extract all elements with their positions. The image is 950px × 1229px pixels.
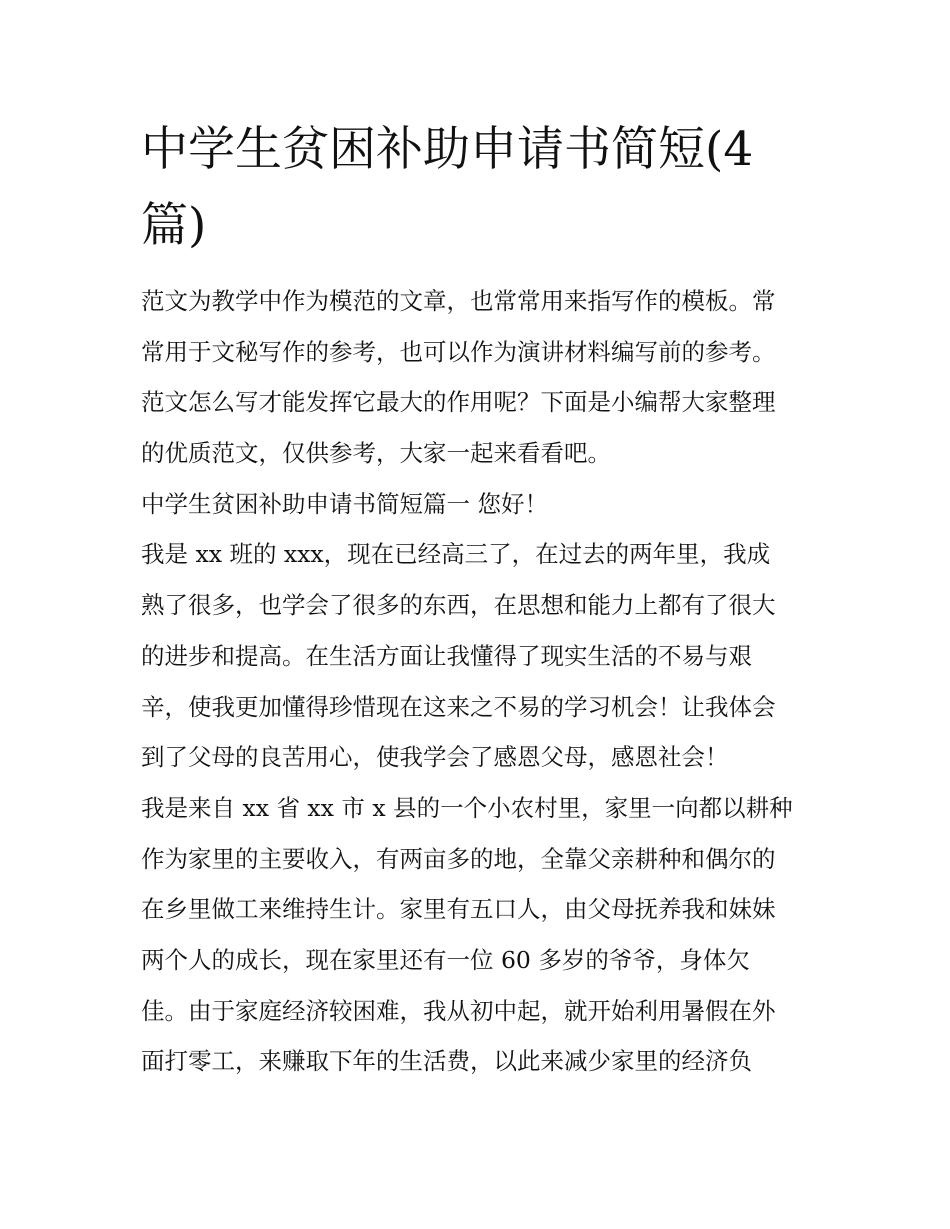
document-body <box>141 276 816 1087</box>
intro-line: 的优质范文，仅供参考，大家一起来看看吧。 <box>141 439 611 468</box>
title-line: 篇) <box>141 198 207 253</box>
paragraph-line: 我是来自 xx 省 xx 市 x 县的一个小农村里，家里一向都以耕种 <box>141 793 793 822</box>
paragraph-line: 熟了很多，也学会了很多的东西，在思想和能力上都有了很大 <box>141 591 776 620</box>
title-line: 中学生贫困补助申请书简短(4 <box>141 122 754 177</box>
intro-line: 范文怎么写才能发挥它最大的作用呢？下面是小编帮大家整理 <box>141 388 776 417</box>
paragraph-line: 辛，使我更加懂得珍惜现在这来之不易的学习机会！让我体会 <box>141 692 776 721</box>
section-heading: 中学生贫困补助申请书简短篇一 您好！ <box>141 489 548 518</box>
paragraph-line: 我是 xx 班的 xxx，现在已经高三了，在过去的两年里，我成 <box>141 540 771 569</box>
document-title <box>141 112 821 264</box>
paragraph-line: 面打零工，来赚取下年的生活费，以此来减少家里的经济负 <box>141 1047 752 1076</box>
paragraph-line: 在乡里做工来维持生计。家里有五口人，由父母抚养我和妹妹 <box>141 895 776 924</box>
intro-line: 常用于文秘写作的参考，也可以作为演讲材料编写前的参考。 <box>141 337 776 366</box>
paragraph-line: 的进步和提高。在生活方面让我懂得了现实生活的不易与艰 <box>141 641 752 670</box>
paragraph-line: 到了父母的良苦用心，使我学会了感恩父母，感恩社会！ <box>141 743 729 772</box>
paragraph-line: 作为家里的主要收入，有两亩多的地，全靠父亲耕种和偶尔的 <box>141 844 776 873</box>
intro-line: 范文为教学中作为模范的文章，也常常用来指写作的模板。常 <box>141 287 776 315</box>
paragraph-line: 佳。由于家庭经济较困难，我从初中起，就开始利用暑假在外 <box>141 996 776 1025</box>
paragraph-line: 两个人的成长，现在家里还有一位 60 多岁的爷爷，身体欠 <box>141 945 750 974</box>
